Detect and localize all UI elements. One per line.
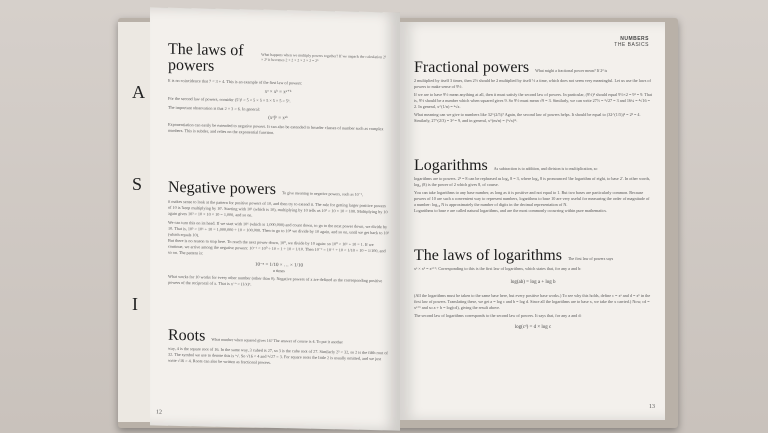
lead-text: What might a fractional power mean? If 2³ is: [535, 68, 608, 73]
paragraph: For the second law of powers, consider (5²)³ = 5 × 5 × 5 × 5 × 5 × 5 = 5⁶.: [168, 95, 291, 104]
left-page: [150, 7, 400, 430]
heading-negative-powers: Negative powers: [168, 178, 276, 199]
paragraph: 2 multiplied by itself 3 times, then 2½ should be 2 multiplied by itself ½ a time, which does not seem very meaningful. Let us use the laws of powers to make sense of 9½.: [414, 78, 651, 89]
paragraph: Logarithms to base e are called natural logarithms, and are the most commonly occurring within pure mathematics.: [414, 208, 608, 213]
heading-logarithms: Logarithms: [414, 157, 488, 174]
paragraph: xᵃ × xᵇ = xᵃ⁺ᵇ. Corresponding to this is the first law of logarithms, which states that, for any a and b:: [414, 266, 582, 271]
lead-text: What happens when we multiply powers together? If we unpack the calculation 2³ × 2² it becomes 2 × 2 × 2 × 2 × 2 = 2⁵: [261, 52, 387, 63]
equation: xᵃ × xᵇ = xᵃ⁺ᵇ: [264, 89, 292, 96]
paragraph: What meaning can we give to numbers like 32^(2/5)? Again, the second law of powers helps. It should be equal to (32^(1/5))² = 2² = 4. Similarly, 27^(2/3) = 3² = 9, and in general, x^(m/n) = (ⁿ√x)ᵐ.: [414, 112, 641, 123]
paragraph: If we are to have 9½ mean anything at all, then it must satisfy the second law of powers. In particular, (9½)² should equal 9½×2 = 9¹ = 9. That is, 9½ should be a number which when squared gives 9. So 9½ must mean √9 = 3. Similarly, we can write 27⅓ = ³√27 = 3 and 16¼ = ⁴√16 = 2. In general, x^(1/n) = ⁿ√x.: [414, 92, 652, 109]
paragraph: (All the logarithms must be taken to the same base here, but every positive base works.) To see why this holds, define c = xᵃ and d = xᵇ in the first law of powers. Translating these, we get a = log c and b = log d. Since all the logarithms are to base x, we take the x carried.) Now, cd = xᵃ⁺ᵇ and so a + b = log(cd), giving the result above.: [414, 293, 651, 310]
paragraph: logarithms are to powers. 2³ = 8 can be rephrased as log₂ 8 = 3, where log₂ 8 is pronounced 'the logarithm of eight, to base 2'. In other words, log₂ (8) is the power of 2 which gives 8, of course.: [414, 176, 651, 187]
paragraph: it makes sense to look at the pattern for positive powers of 10, and then try to extend it. The rule for getting larger positive powers of 10 is 'keep multiplying by 10'. Starting with 10¹ (which is 10), multiplying by 10 tells us 10² = 10 × 10 = 100. Multiplying by 10 again gives 10³ = 10 × 10 × 10 = 1,000, and so on.: [168, 198, 388, 218]
heading-roots: Roots: [168, 326, 206, 345]
heading-laws-of-logarithms: The laws of logarithms: [414, 247, 562, 264]
lead-text: What number when squared gives 16? The answer of course is 4. To put it another: [211, 336, 343, 345]
header-subtitle: THE BASICS: [614, 42, 649, 48]
heading-laws-of-powers: The laws of powers: [168, 40, 244, 75]
paragraph: You can take logarithms to any base number, as long as it is positive and not equal to 1. But two bases are particularly common. Because powers of 10 are such a convenient way to represent numbers, logarithms to base 10 are very useful for measuring the order of magnitude of a number: log₁₀ N is approximately the number of digits in the decimal representation of N.: [414, 190, 650, 207]
right-page: [400, 22, 665, 420]
lead-text: The first law of powers says: [567, 256, 614, 261]
lead-text: To give meaning to negative powers, such as 10⁻¹,: [281, 190, 363, 197]
paragraph: But there is no reason to stop here. To reach the next power down, 10⁰, we divide by 10 again: so 10⁰ = 10¹ ÷ 10 = 1. If we continue, we arrive among the negative powers: 10⁻¹ = 10⁰ ÷ 10 = 1 ÷ 10 = 1/10. Then 10⁻² = 10⁻¹ ÷ 10 = 1/10 ÷ 10 = 1/100, and so on. The pattern is:: [168, 237, 386, 256]
page-letter: I: [132, 294, 138, 314]
paragraph: Exponentiation can easily be extended to negative powers. It can also be extended to broader classes of number such as complex numbers. This is subtler, and relies on the exponential function.: [168, 121, 384, 135]
paragraph: The second law of logarithms corresponds to the second law of powers. It says that, for any a and d:: [414, 313, 582, 318]
paragraph: It is no coincidence that 7 = 3 + 4. This is an example of the first law of powers:: [168, 77, 303, 86]
paragraph: The important observation is that 2 × 3 = 6. In general:: [168, 104, 260, 112]
equation: (xᵃ)ᵇ = xᵃᵇ: [268, 115, 288, 122]
equation-text: 10⁻ⁿ = 1/10 × … × 1/10: [255, 262, 303, 269]
page-number: 12: [156, 409, 162, 416]
paragraph: We can turn this on its head. If we start with 10⁶ (which is 1,000,000) and count down, to go to the next power down, we divide by 10. That is, 10⁵ = 10⁶ ÷ 10 = 1,000,000 ÷ 10 = 100,000. Then to go to 10⁴ we divide by 10 again, and so on, until we get back to 10¹ (which equals 10).: [168, 219, 389, 238]
equation: log(cᵈ) = d × log c: [514, 325, 552, 330]
equation: log(ab) = log a + log b: [510, 280, 556, 285]
page-letter: S: [132, 174, 143, 194]
page-number: 13: [649, 404, 655, 410]
heading-fractional-powers: Fractional powers: [414, 59, 530, 76]
equation: [168, 260, 390, 276]
equation-subscript: n times: [273, 267, 285, 274]
page-letter: A: [132, 82, 145, 102]
paragraph: way, 4 is the square root of 16. In the same way, 3 cubed is 27, so 3 is the cube root of 27. Similarly 2⁵ = 32, so 2 is the fifth root of 32. The symbol we use to denote this is ⁿ√. So √16 = 4 and ³√27 = 3. For square roots the little 2 is usually omitted, and we just write √16 = 4. Roots can also be written as fractional powers.: [168, 345, 388, 365]
lead-text: As subtraction is to addition, and division is to multiplication, so: [493, 166, 598, 171]
paragraph: What works for 10 works for every other number (other than 0). Negative powers of x are defined as the corresponding positive powers of the reciprocal of x. That is x⁻ⁿ = (1/x)ⁿ.: [168, 273, 383, 287]
running-header: [614, 36, 649, 48]
header-title: NUMBERS: [620, 36, 649, 42]
